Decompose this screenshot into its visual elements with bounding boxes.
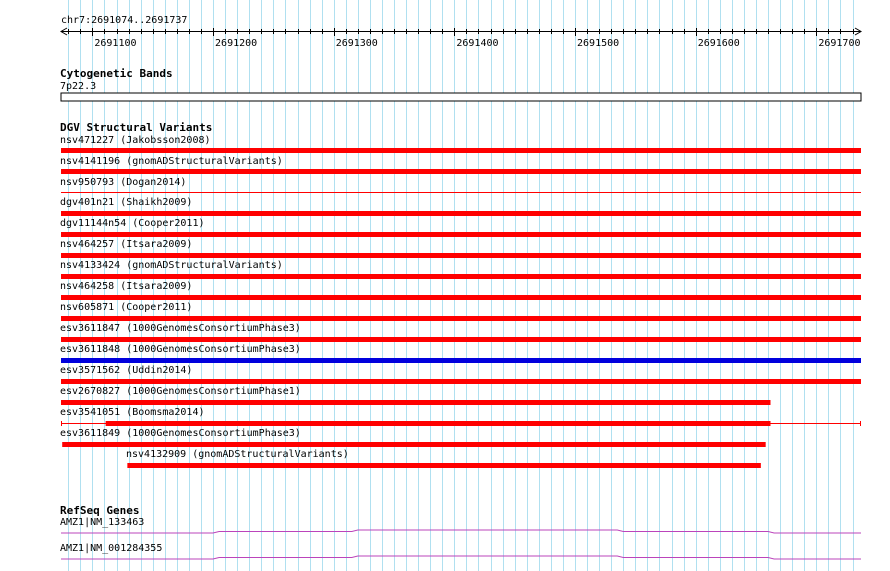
- sv-bar[interactable]: [61, 295, 861, 300]
- sv-label-nsv950793[interactable]: nsv950793 (Dogan2014): [60, 177, 187, 188]
- sv-bar[interactable]: [61, 211, 861, 216]
- sv-label-nsv4132909[interactable]: nsv4132909 (gnomADStructuralVariants): [126, 449, 349, 460]
- sv-bar[interactable]: [127, 463, 760, 468]
- gene-track-nm-133463[interactable]: [61, 530, 861, 533]
- sv-bar[interactable]: [61, 274, 861, 279]
- cytoband-track[interactable]: [61, 93, 861, 101]
- ruler-tick-label: 2691700: [818, 38, 861, 49]
- refseq-track[interactable]: [61, 530, 861, 559]
- sv-label-esv3571562[interactable]: esv3571562 (Uddin2014): [60, 365, 193, 376]
- sv-label-nsv605871[interactable]: nsv605871 (Cooper2011): [60, 302, 193, 313]
- ruler-tick-label: 2691400: [456, 38, 499, 49]
- sv-label-dgv401n21[interactable]: dgv401n21 (Shaikh2009): [60, 197, 193, 208]
- sv-bar[interactable]: [61, 337, 861, 342]
- sv-bar[interactable]: [61, 148, 861, 153]
- sv-label-nsv4141196[interactable]: nsv4141196 (gnomADStructuralVariants): [60, 156, 283, 167]
- refseq-track-title: RefSeq Genes: [60, 504, 140, 517]
- ruler-tick-label: 2691500: [577, 38, 620, 49]
- sv-bar[interactable]: [61, 316, 861, 321]
- sv-label-esv2670827[interactable]: esv2670827 (1000GenomesConsortiumPhase1): [60, 386, 301, 397]
- gene-label-nm-133463[interactable]: AMZ1|NM_133463: [60, 517, 145, 528]
- cytobands-track-title: Cytogenetic Bands: [60, 67, 173, 80]
- sv-label-nsv464258[interactable]: nsv464258 (Itsara2009): [60, 281, 193, 292]
- ruler-tick-label: 2691300: [335, 38, 378, 49]
- sv-label-esv3611849[interactable]: esv3611849 (1000GenomesConsortiumPhase3): [60, 428, 301, 439]
- region-label: chr7:2691074..2691737: [61, 15, 188, 26]
- sv-bar[interactable]: [61, 232, 861, 237]
- gene-track-nm-001284355[interactable]: [61, 556, 861, 559]
- ruler[interactable]: [61, 28, 861, 49]
- sv-bar[interactable]: [61, 253, 861, 258]
- sv-label-nsv471227[interactable]: nsv471227 (Jakobsson2008): [60, 135, 211, 146]
- sv-bar[interactable]: [61, 169, 861, 174]
- sv-bar[interactable]: [61, 400, 771, 405]
- sv-bar[interactable]: [61, 192, 861, 193]
- cytoband-bar[interactable]: [61, 93, 861, 101]
- sv-label-dgv11144n54[interactable]: dgv11144n54 (Cooper2011): [60, 218, 205, 229]
- ruler-tick-label: 2691100: [94, 38, 137, 49]
- sv-bar[interactable]: [61, 358, 861, 363]
- gene-label-nm-001284355[interactable]: AMZ1|NM_001284355: [60, 543, 163, 554]
- sv-label-esv3611847[interactable]: esv3611847 (1000GenomesConsortiumPhase3): [60, 323, 301, 334]
- sv-label-nsv464257[interactable]: nsv464257 (Itsara2009): [60, 239, 193, 250]
- sv-bar[interactable]: [106, 421, 771, 426]
- sv-bar[interactable]: [61, 379, 861, 384]
- dgv-track-title: DGV Structural Variants: [60, 121, 213, 134]
- ruler-tick-label: 2691600: [697, 38, 740, 49]
- sv-bar[interactable]: [62, 442, 765, 447]
- cytoband-label[interactable]: 7p22.3: [60, 81, 97, 92]
- sv-label-nsv4133424[interactable]: nsv4133424 (gnomADStructuralVariants): [60, 260, 283, 271]
- sv-label-esv3541051[interactable]: esv3541051 (Boomsma2014): [60, 407, 205, 418]
- ruler-tick-label: 2691200: [215, 38, 258, 49]
- sv-label-esv3611848[interactable]: esv3611848 (1000GenomesConsortiumPhase3): [60, 344, 301, 355]
